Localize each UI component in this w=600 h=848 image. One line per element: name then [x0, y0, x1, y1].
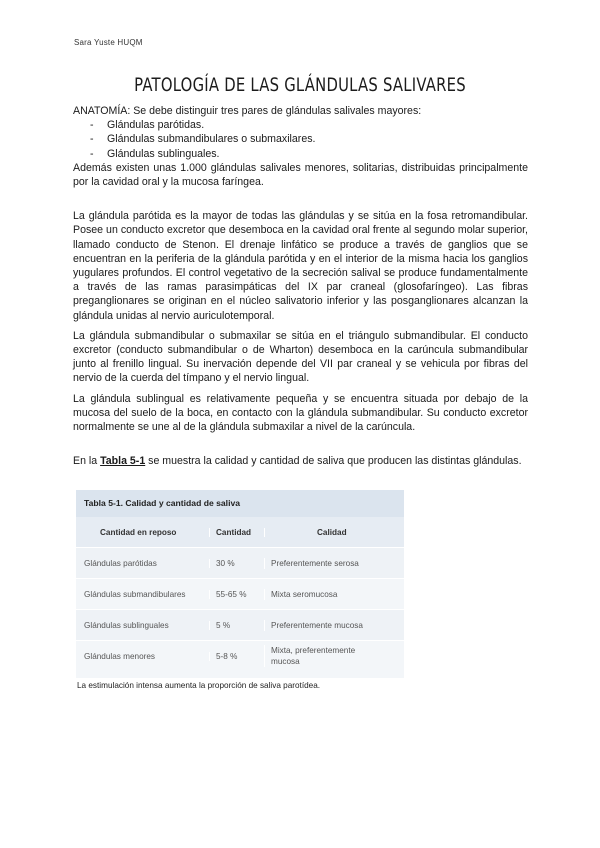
saliva-table — [76, 490, 404, 678]
anatomy-intro: ANATOMÍA: Se debe distinguir tres pares de glándulas salivales mayores: — [73, 105, 422, 117]
cell-quantity: 5 % — [209, 621, 264, 630]
cell-quantity: 30 % — [209, 559, 264, 568]
cell-gland: Glándulas parótidas — [84, 558, 157, 568]
table-body — [76, 547, 404, 671]
table-header-row — [76, 517, 404, 547]
cell-quantity: 55-65 % — [209, 590, 264, 599]
header-quantity: Cantidad — [209, 528, 264, 537]
table-row — [76, 609, 404, 640]
header-gland: Cantidad en reposo — [100, 527, 177, 537]
cell-quality: Mixta, preferentemente mucosa — [264, 645, 374, 667]
sublingual-paragraph: La glándula sublingual es relativamente pequeña y se encuentra situada por debajo de la mucosa del suelo de la boca, en contacto con la glándula submandibular. Su conducto excretor normalmente se une al de la glándula submaxilar a nivel de la carúncula. — [73, 392, 528, 434]
minor-glands-paragraph: Además existen unas 1.000 glándulas salivales menores, solitarias, distribuidas principalmente por la cavidad oral y la mucosa faríngea. — [73, 161, 528, 189]
list-item: - Glándulas sublinguales. — [90, 147, 528, 161]
cell-quality: Mixta seromucosa — [264, 589, 404, 600]
table-reference-link[interactable]: Tabla 5-1 — [100, 455, 146, 468]
list-item: - Glándulas submandibulares o submaxilares. — [90, 132, 528, 146]
cell-gland: Glándulas sublinguales — [84, 620, 169, 630]
table-row — [76, 640, 404, 671]
header-author: Sara Yuste HUQM — [74, 38, 143, 47]
parotid-paragraph: La glándula parótida es la mayor de todas las glándulas y se sitúa en la fosa retromandibular. Posee un conducto excretor que desemboca en la cavidad oral frente al segundo molar superior, llamado conducto de Stenon. El drenaje linfático se produce a través de ganglios que se encuentran en la periferia de la glándula parótida y en el interior de la misma hacia los ganglios yugulares profundos. El control vegetativo de la secreción salival se produce fundamentalmente a través de las ramas parasimpáticas del IX par craneal (glosofaríngeo). Las fibras preganglionares se originan en el núcleo salivatorio inferior y las posganglionares alcanzan la glándula unidas al nervio auriculotemporal. — [73, 210, 528, 322]
cell-gland: Glándulas submandibulares — [84, 589, 186, 599]
table-intro-paragraph — [73, 454, 528, 468]
major-glands-list — [73, 118, 528, 161]
table-intro-before: En la — [73, 455, 101, 468]
document-body — [73, 104, 528, 468]
page-title: PATOLOGÍA DE LAS GLÁNDULAS SALIVARES — [134, 74, 466, 96]
table-row — [76, 578, 404, 609]
cell-gland: Glándulas menores — [84, 651, 155, 661]
table-intro-after: se muestra la calidad y cantidad de saliva que producen las distintas glándulas. — [145, 455, 522, 468]
table-footnote: La estimulación intensa aumenta la proporción de saliva parotídea. — [77, 681, 321, 690]
list-item: - Glándulas parótidas. — [90, 118, 528, 132]
header-quality: Calidad — [264, 528, 404, 537]
table-caption: Tabla 5-1. Calidad y cantidad de saliva — [76, 490, 404, 517]
cell-quantity: 5-8 % — [209, 652, 264, 661]
cell-quality: Preferentemente mucosa — [264, 620, 404, 631]
cell-quality: Preferentemente serosa — [264, 558, 404, 569]
table-row — [76, 547, 404, 578]
submandibular-paragraph: La glándula submandibular o submaxilar se sitúa en el triángulo submandibular. El conducto excretor (conducto submandibular o de Wharton) desemboca en la carúncula submandibular junto al frenillo lingual. Su inervación depende del VII par craneal y se vehicula por fibras del nervio de la cuerda del tímpano y el nervio lingual. — [73, 329, 528, 385]
